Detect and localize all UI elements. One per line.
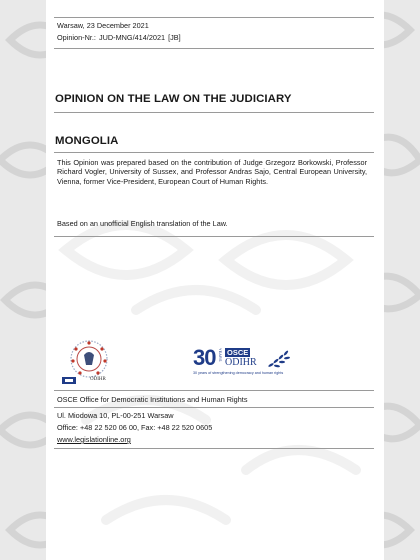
page-watermark-pattern xyxy=(46,0,384,560)
document-title: OPINION ON THE LAW ON THE JUDICIARY xyxy=(55,93,292,105)
website-link[interactable]: www.legislationline.org xyxy=(57,435,131,444)
document-page xyxy=(46,0,384,560)
date-line: Warsaw, 23 December 2021 xyxy=(57,21,149,30)
osce-label: OSCE xyxy=(227,348,249,357)
body-rule xyxy=(54,236,374,237)
anniversary-logo xyxy=(193,345,313,381)
office-address: Ul. Miodowa 10, PL-00-251 Warsaw xyxy=(57,411,174,420)
anniversary-years-label: YEARS xyxy=(218,348,222,362)
translation-note: Based on an unofficial English translation of the Law. xyxy=(57,219,228,228)
country-heading: MONGOLIA xyxy=(55,135,119,147)
odihr-logo xyxy=(60,337,118,387)
top-rule xyxy=(54,17,374,18)
olive-branch-icon xyxy=(265,347,295,369)
anniversary-tagline: 30 years of strengthening democracy and human rights xyxy=(193,371,284,375)
footer-top-rule xyxy=(54,390,374,391)
odihr-logo-label: ODIHR xyxy=(90,377,106,382)
title-rule xyxy=(54,112,374,113)
office-name: OSCE Office for Democratic Institutions and Human Rights xyxy=(57,395,248,404)
footer-mid-rule xyxy=(54,407,374,408)
contribution-paragraph: This Opinion was prepared based on the contribution of Judge Grzegorz Borkowski, Professor Richard Vogler, University of Sussex, and Professor Andras Sajo, Central European University, Vienna, former Vice-President, European Court of Human Rights. xyxy=(57,158,367,186)
anniversary-number: 30 xyxy=(193,345,216,370)
reference-number: Opinion-Nr.: JUD-MNG/414/2021 [JB] xyxy=(57,33,181,42)
odihr-label: ODIHR xyxy=(225,357,257,368)
odihr-emblem-icon xyxy=(60,337,118,387)
country-rule xyxy=(54,152,374,153)
footer-bottom-rule xyxy=(54,448,374,449)
header-rule xyxy=(54,48,374,49)
office-phone-fax: Office: +48 22 520 06 00, Fax: +48 22 520 0605 xyxy=(57,423,213,432)
